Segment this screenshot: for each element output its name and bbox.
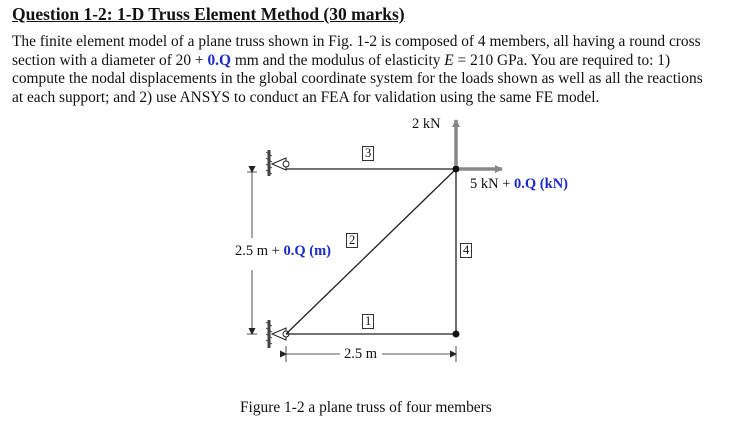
paragraph-line-1: The finite element model of a plane truss shown in Fig. 1-2 is composed of 4 members, all having a round cross <box>12 33 701 50</box>
paragraph-line-3: compute the nodal displacements in the global coordinate system for the loads shown as well as all the reactions <box>12 70 703 88</box>
node-top-right <box>453 166 460 173</box>
figure-caption: Figure 1-2 a plane truss of four members <box>240 399 492 416</box>
height-label <box>235 243 331 260</box>
paragraph-line-4: at each support; and 2) use ANSYS to conduct an FEA for validation using the same FE model. <box>12 88 600 106</box>
height-variable-q: 0.Q (m) <box>283 243 331 259</box>
symbol-e: E <box>444 51 454 69</box>
text-segment: section with a diameter of 20 + <box>12 51 208 69</box>
load-text: 5 kN + <box>470 176 515 192</box>
bottom-support <box>266 320 289 348</box>
height-text: 2.5 m + <box>235 243 284 259</box>
horizontal-load-label <box>470 176 568 193</box>
member-label-1: 1 <box>362 314 374 329</box>
load-variable-q: 0.Q (kN) <box>514 176 569 192</box>
member-label-3: 3 <box>362 146 374 161</box>
node-bottom-right <box>453 331 460 338</box>
width-label: 2.5 m <box>344 346 378 362</box>
text-segment: mm and the modulus of elasticity <box>230 51 445 69</box>
vertical-load-label: 2 kN <box>412 116 441 132</box>
variable-q: 0.Q <box>207 51 231 69</box>
member-label-4: 4 <box>460 243 472 258</box>
member-label-2: 2 <box>346 233 358 248</box>
question-title: Question 1-2: 1-D Truss Element Method (30 marks) <box>12 4 405 24</box>
top-support <box>266 150 289 176</box>
text-segment: = 210 GPa. You are required to: 1) <box>453 51 671 69</box>
